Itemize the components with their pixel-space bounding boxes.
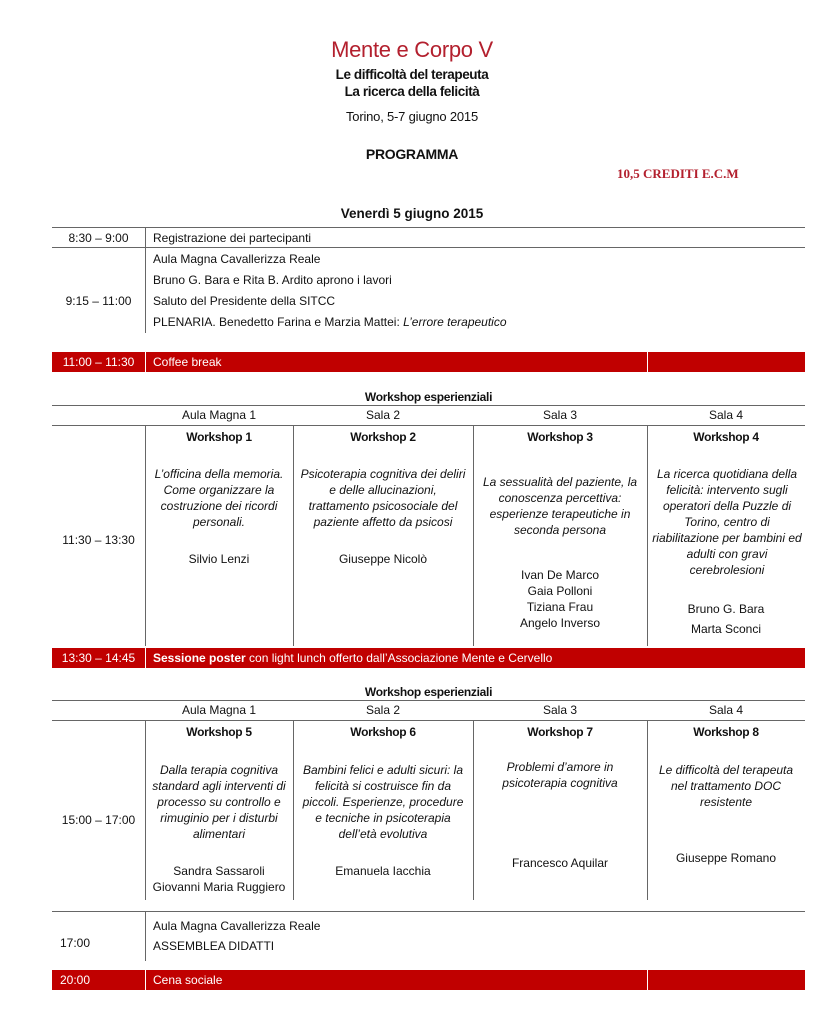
assembly-title: ASSEMBLEA DIDATTI [153,939,275,953]
poster-rest: con light lunch offerto dall’Associazione Mente e Cervello [245,651,553,665]
time-dinner: 20:00 [60,973,91,987]
workshop-2-name: Workshop 2 [350,430,416,444]
workshop-5-authors [145,863,293,895]
coffee-break-bar [52,352,805,372]
workshop-8-desc: Le difficoltà del terapeuta nel trattamento DOC resistente [658,763,794,809]
author: Marta Sconci [690,622,762,636]
programma-heading: PROGRAMMA [365,146,459,162]
plenaria-line [153,314,507,330]
workshop-8-authors [647,850,805,866]
divider [52,911,805,912]
workshop-6-name: Workshop 6 [350,725,416,739]
time-opening: 9:15 – 11:00 [65,294,132,308]
room-sala-3: Sala 3 [542,408,578,422]
workshop-6-desc: Bambini felici e adulti sicuri: la felicità si costruisce fin da piccoli. Esperienze, procedure e tecniche in psicoterapia dell’età evolutiva [302,763,464,841]
divider [52,720,805,721]
workshop-6-authors [293,863,473,879]
opening-venue: Aula Magna Cavallerizza Reale [153,252,321,266]
workshop-1-desc: L’officina della memoria. Come organizzare la costruzione dei ricordi personali. [154,467,284,529]
workshop-7-desc: Problemi d’amore in psicoterapia cognitiva [502,760,618,790]
divider [145,425,146,646]
workshop-2-authors [293,551,473,567]
dinner-text: Cena sociale [153,973,223,987]
time-block-1: 11:30 – 13:30 [62,533,135,547]
plenaria-speakers: PLENARIA. Benedetto Farina e Marzia Mattei: [153,315,404,329]
workshop-7-name: Workshop 7 [527,725,593,739]
author: Giuseppe Romano [675,851,777,865]
author: Francesco Aquilar [511,856,609,870]
divider [647,720,648,900]
divider [52,700,805,701]
divider [52,247,805,248]
workshop-2-desc: Psicoterapia cognitiva dei deliri e delle allucinazioni, trattamento psicosociale del paziente affetto da psicosi [300,467,466,529]
day-heading: Venerdì 5 giugno 2015 [340,206,484,221]
workshop-8-name: Workshop 8 [693,725,759,739]
room-sala-3: Sala 3 [542,703,578,717]
divider [145,227,146,247]
poster-bold: Sessione poster [153,651,246,665]
author: Gaia Polloni [527,584,593,598]
place-date: Torino, 5-7 giugno 2015 [345,109,478,124]
subtitle-line-1: Le difficoltà del terapeuta [335,67,489,82]
divider [647,970,648,990]
workshop-heading-2: Workshop esperienziali [364,685,493,699]
crediti-ecm: 10,5 CREDITI E.C.M [617,166,739,181]
room-sala-4: Sala 4 [708,408,744,422]
divider [52,227,805,228]
author: Giovanni Maria Ruggiero [152,880,286,894]
divider [145,247,146,333]
workshop-4-desc: La ricerca quotidiana della felicità: intervento sugli operatori della Puzzle di Torino, centro di riabilitazione per bambini ed adulti con gravi cerebrolesioni [652,467,802,577]
workshop-4-authors [647,599,805,639]
opening-speakers: Bruno G. Bara e Rita B. Ardito aprono i lavori [153,273,392,287]
author: Tiziana Frau [526,600,594,614]
author: Giuseppe Nicolò [338,552,428,566]
document-title: Mente e Corpo V [331,37,493,62]
time-coffee: 11:00 – 11:30 [62,355,135,369]
workshop-7-authors [473,855,647,871]
workshop-3-name: Workshop 3 [527,430,593,444]
poster-text [153,651,552,665]
poster-session-bar [52,648,805,668]
coffee-text: Coffee break [153,355,222,369]
time-block-2: 15:00 – 17:00 [61,813,136,827]
divider [145,970,146,990]
author: Angelo Inverso [519,616,601,630]
registration-text: Registrazione dei partecipanti [153,231,312,245]
divider [647,352,648,372]
room-aula-magna-1: Aula Magna 1 [181,408,257,422]
time-assembly: 17:00 [60,936,91,950]
workshop-5-desc: Dalla terapia cognitiva standard agli interventi di processo su controllo e rimuginio per i disturbi alimentari [152,763,286,841]
author: Sandra Sassaroli [173,864,265,878]
divider [473,720,474,900]
divider [145,911,146,961]
workshop-heading-1: Workshop esperienziali [364,390,493,404]
dinner-bar [52,970,805,990]
opening-greeting: Saluto del Presidente della SITCC [153,294,336,308]
workshop-3-authors [473,567,647,631]
room-sala-4: Sala 4 [708,703,744,717]
document-subtitle [0,66,824,100]
workshop-4-name: Workshop 4 [693,430,759,444]
divider [145,352,146,372]
author: Emanuela Iacchia [335,864,431,878]
workshop-5-name: Workshop 5 [186,725,252,739]
author: Silvio Lenzi [188,552,250,566]
plenaria-title: L’errore terapeutico [403,315,507,329]
divider [52,425,805,426]
room-sala-2: Sala 2 [365,408,401,422]
room-aula-magna-1: Aula Magna 1 [181,703,257,717]
room-sala-2: Sala 2 [365,703,401,717]
assembly-venue: Aula Magna Cavallerizza Reale [153,919,321,933]
workshop-1-authors [145,551,293,567]
divider [52,405,805,406]
author: Bruno G. Bara [687,602,765,616]
author: Ivan De Marco [520,568,600,582]
workshop-1-name: Workshop 1 [186,430,252,444]
time-poster: 13:30 – 14:45 [61,651,136,665]
subtitle-line-2: La ricerca della felicità [344,84,480,99]
time-registration: 8:30 – 9:00 [68,231,129,245]
divider [145,648,146,668]
divider [293,425,294,646]
workshop-3-desc: La sessualità del paziente, la conoscenza percettiva: esperienze terapeutiche in seconda persona [482,475,638,537]
